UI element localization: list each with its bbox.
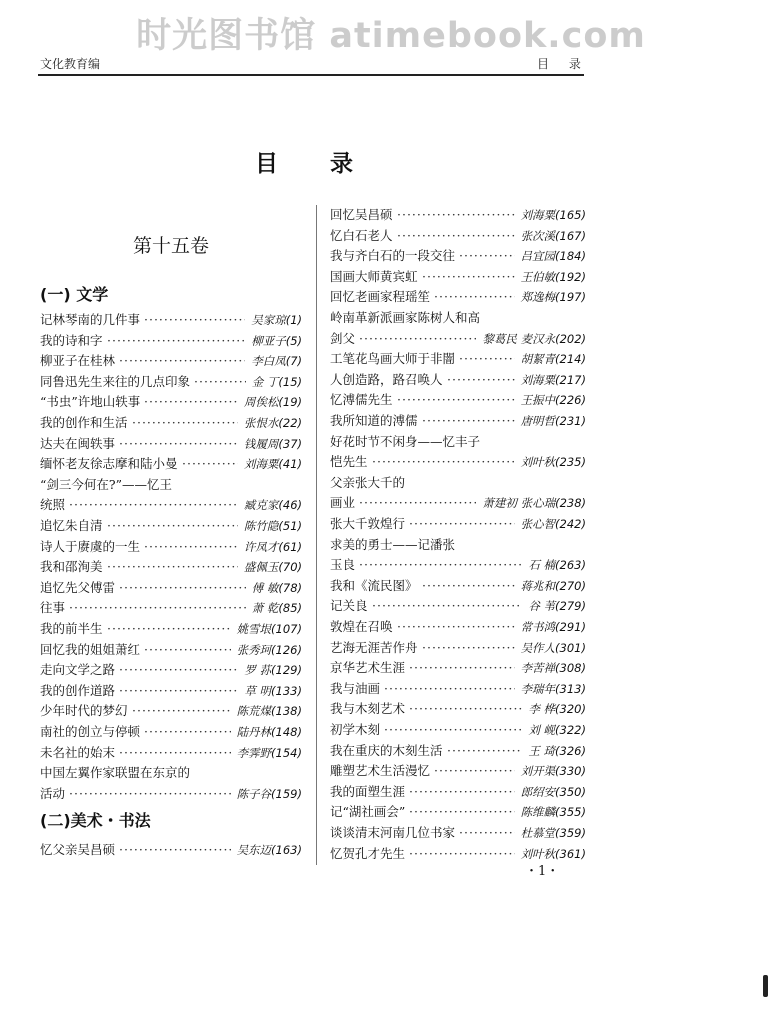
toc-entry-author-page: 草 明(133) [244,683,302,698]
toc-entry-title: 我和邵洵美 [40,559,103,575]
toc-entry-title: 记林琴南的几件事 [40,312,141,327]
dot-leader [182,454,238,474]
page-number: ・1・ [525,864,560,879]
dot-leader [397,617,515,637]
toc-entry-author-page: 吕宜园(184) [520,249,586,264]
toc-entry-author-page: 吴东迈(163) [236,843,302,857]
toc-entry-author-page: 刘海粟(41) [243,457,302,472]
dot-leader [119,660,238,680]
toc-entry-title: 父亲张大千的 [330,474,406,490]
toc-entry-author-page: 傅 敏(78) [251,580,302,595]
dot-leader [107,619,231,639]
toc-entry-title: 缅怀老友徐志摩和陆小曼 [40,456,178,472]
dot-leader [459,349,515,369]
toc-entry-author-page: 张秀珂(126) [236,642,302,657]
running-head-right: 目 录 [537,57,589,71]
toc-entry [330,226,586,246]
toc-entry [330,493,586,513]
dot-leader [447,741,522,761]
dot-leader [409,844,515,864]
toc-entry-title: 回忆我的姐姐萧红 [40,641,141,657]
toc-entry [40,660,302,680]
toc-entry-author-page: 陈竹隐(51) [243,519,302,533]
running-head-left: 文化教育编 [40,57,101,71]
toc-entry-author-page: 姚雪垠(107) [236,622,302,636]
dot-leader [359,493,476,513]
toc-entry [40,701,302,721]
toc-entry-author-page: 王振中(226) [520,393,586,408]
dot-leader [194,372,246,392]
toc-entry-title: 我的前半生 [40,621,103,636]
toc-entry-title: 谈谈清末河南几位书家 [330,825,456,840]
toc-entry-author-page: 陈子谷(159) [236,786,302,801]
toc-entry [330,370,586,390]
toc-entry-author-page: 李 桦(320) [528,702,586,717]
toc-entry-title: 忆溥儒先生 [330,392,393,408]
toc-entry-title: 柳亚子在桂林 [40,353,116,369]
dot-leader [69,495,238,515]
toc-entry [330,349,586,369]
toc-entry [330,473,586,493]
dot-leader [459,246,515,266]
dot-leader [132,413,238,433]
dot-leader [372,452,515,472]
toc-entry-title: 我与齐白石的一段交往 [330,248,456,264]
section-heading-arts: (二)美术・书法 [40,811,151,830]
toc-entry-title: 我和《流民图》 [330,577,418,593]
toc-entry-title: 国画大师黄宾虹 [330,268,418,284]
toc-entry [40,640,302,660]
toc-entry-author-page: 黎葛民 麦汉永(202) [482,331,586,346]
toc-entry-author-page: 陈荒煤(138) [236,704,302,719]
toc-entry-title: 我的创作和生活 [40,415,128,430]
toc-entry-title: 玉良 [330,557,356,573]
toc-entry [40,681,302,701]
toc-entry-author-page: 郑逸梅(197) [520,290,586,305]
toc-entry [330,390,586,410]
toc-entry-author-page: 周俟松(19) [243,395,302,410]
dot-leader [132,701,231,721]
toc-entry [40,495,302,515]
toc-entry-title: 少年时代的梦幻 [40,703,128,719]
toc-entry-author-page: 吴作人(301) [520,640,586,655]
toc-entry [40,784,302,804]
toc-entry-title: 未名社的始末 [40,744,116,760]
dot-leader [384,679,515,699]
dot-leader [144,392,238,412]
toc-entry [40,310,302,330]
page-title: 目 录 [254,150,375,177]
toc-entry [330,576,586,596]
dot-leader [397,390,515,410]
toc-entry [40,722,302,742]
toc-entry [330,823,586,843]
toc-entry-title: 我在重庆的木刻生活 [330,742,443,758]
toc-entry [330,699,586,719]
section-heading-literature: (一) 文学 [40,285,109,304]
dot-leader [119,578,246,598]
toc-entry [40,840,302,860]
dot-leader [144,310,245,330]
dot-leader [144,537,238,557]
toc-entry [330,329,586,349]
toc-entry-title: 记“湖社画会” [330,804,406,820]
dot-leader [107,557,238,577]
toc-entry-title: 往事 [40,600,66,616]
toc-entry [330,514,586,534]
toc-entry [40,351,302,371]
toc-entry [330,658,586,678]
dot-leader [434,761,515,781]
toc-entry-title: 岭南革新派画家陈树人和高 [330,310,481,325]
dot-leader [422,638,515,658]
toc-entry-author-page: 刘 岘(322) [528,723,586,737]
dot-leader [397,226,515,246]
toc-entry-title: 恺先生 [330,454,368,470]
toc-entry-author-page: 张恨水(22) [243,416,302,430]
toc-entry [40,516,302,536]
dot-leader [359,329,476,349]
toc-entry-author-page: 李苦禅(308) [520,661,586,676]
toc-entry-title: 中国左翼作家联盟在东京的 [40,765,191,781]
watermark: 时光图书馆 atimebook.com [136,16,646,56]
toc-entry-title: 达夫在闽轶事 [40,435,116,451]
dot-leader [107,331,245,351]
toc-entry-title: 回忆老画家程瑶笙 [330,289,431,305]
toc-entry-author-page: 唐明哲(231) [520,414,586,428]
toc-entry-title: “剑三今何在?”——忆王 [40,476,172,492]
dot-leader [119,681,238,701]
dot-leader [409,782,515,802]
toc-entry-author-page: 钱履周(37) [243,436,302,451]
dot-leader [409,658,515,678]
toc-entry-title: 我的面塑生涯 [330,783,406,799]
toc-entry-title: 敦煌在召唤 [330,619,393,634]
margin-mark [763,975,768,997]
toc-entry-author-page: 柳亚子(5) [251,333,302,348]
dot-leader [409,514,515,534]
toc-entry [40,763,302,783]
toc-entry-author-page: 陆丹林(148) [236,725,302,739]
toc-entry-author-page: 许凤才(61) [243,539,302,554]
toc-entry-author-page: 刘海粟(217) [520,372,586,387]
toc-entry [40,619,302,639]
toc-entry [330,617,586,637]
dot-leader [447,370,515,390]
dot-leader [422,411,515,431]
toc-entry [330,782,586,802]
toc-entry-author-page: 刘开渠(330) [520,764,586,779]
toc-entry [330,761,586,781]
toc-entry-author-page: 罗 荪(129) [244,663,302,678]
toc-entry [330,432,586,452]
toc-entry-author-page: 王 琦(326) [528,743,586,758]
toc-entry-title: 同鲁迅先生来往的几点印象 [40,373,191,389]
toc-entry-author-page: 杜慕堂(359) [520,826,586,840]
dot-leader [144,722,231,742]
dot-leader [422,267,515,287]
dot-leader [459,823,515,843]
toc-entry-author-page: 陈维麟(355) [520,805,586,820]
dot-leader [359,555,522,575]
toc-entry-title: 追忆先父傅雷 [40,579,116,595]
toc-entry-author-page: 盛佩玉(70) [243,560,302,575]
toc-entry-title: 忆白石老人 [330,227,393,243]
toc-entry-title: 张大千敦煌行 [330,516,406,531]
dot-leader [409,802,515,822]
toc-entry-title: 画业 [330,495,356,511]
toc-entry-title: 艺海无涯苦作舟 [330,639,418,655]
toc-entry-title: 统照 [40,497,66,513]
toc-entry-author-page: 萧建初 张心瑞(238) [482,496,586,511]
toc-entry-title: 追忆朱自清 [40,518,103,533]
toc-entry-author-page: 王伯敏(192) [520,269,586,284]
toc-entry [330,287,586,307]
toc-entry [330,802,586,822]
dot-leader [119,351,245,371]
toc-entry [330,246,586,266]
toc-entry [40,578,302,598]
toc-entry [40,434,302,454]
column-divider [316,205,317,865]
dot-leader [69,598,246,618]
toc-entry [330,720,586,740]
toc-entry-author-page: 金 丁(15) [251,374,302,389]
toc-entry [330,596,586,616]
dot-leader [119,434,238,454]
toc-entry-author-page: 李瑞年(313) [520,681,586,696]
toc-entry-title: 南社的创立与停顿 [40,724,141,739]
toc-entry-title: 我所知道的溥儒 [330,413,418,428]
toc-entry-title: 忆贺孔才先生 [330,845,406,861]
dot-leader [119,840,231,860]
toc-entry-author-page: 张次溪(167) [520,228,586,243]
toc-entry [330,555,586,575]
toc-entry-author-page: 谷 苇(279) [528,599,586,614]
toc-entry [40,392,302,412]
toc-entry-author-page: 石 楠(263) [528,558,586,573]
toc-entry-author-page: 蒋兆和(270) [520,578,586,593]
toc-entry [330,205,586,225]
dot-leader [372,596,522,616]
toc-entry-title: 剑父 [330,330,356,346]
toc-entry-author-page: 胡絜青(214) [520,352,586,367]
toc-entry [40,743,302,763]
volume-heading: 第十五卷 [132,235,209,257]
toc-entry-title: 雕塑艺术生活漫忆 [330,763,431,779]
header-rule [38,74,584,76]
toc-entry [330,741,586,761]
toc-entry [330,638,586,658]
toc-entry [40,475,302,495]
toc-entry-author-page: 郎绍安(350) [520,784,586,799]
dot-leader [397,205,515,225]
toc-entry-title: 走向文学之路 [40,662,116,678]
toc-entry-author-page: 李白凤(7) [251,354,302,369]
toc-entry-title: 我与木刻艺术 [330,701,406,717]
toc-entry [330,679,586,699]
toc-entry-author-page: 张心智(242) [520,517,586,531]
toc-entry [40,557,302,577]
toc-entry-title: “书虫”许地山轶事 [40,394,141,410]
toc-entry-title: 活动 [40,785,66,801]
toc-entry-title: 忆父亲吴昌硕 [40,842,116,857]
toc-entry-title: 诗人于赓虞的一生 [40,538,141,554]
toc-entry-title: 人创造路，路召唤人 [330,371,443,387]
toc-entry [40,372,302,392]
toc-entry-author-page: 刘叶秋(361) [520,846,586,861]
toc-entry-title: 我与油画 [330,680,381,696]
toc-entry-author-page: 李霁野(154) [236,745,302,760]
dot-leader [409,699,522,719]
toc-entry [40,537,302,557]
dot-leader [422,576,515,596]
toc-entry [40,598,302,618]
dot-leader [384,720,522,740]
toc-entry [330,535,586,555]
toc-entry-title: 京华艺术生涯 [330,660,406,676]
toc-entry-author-page: 常书鸿(291) [520,620,586,634]
toc-entry-title: 初学木刻 [330,722,381,737]
dot-leader [107,516,238,536]
toc-entry-author-page: 刘海粟(165) [520,208,586,222]
toc-entry [330,267,586,287]
toc-entry [330,411,586,431]
toc-entry [40,413,302,433]
toc-entry-title: 记关良 [330,598,368,614]
toc-entry [330,308,586,328]
toc-entry [330,452,586,472]
toc-entry-title: 我的诗和字 [40,332,103,348]
toc-entry-title: 好花时节不闲身——忆丰子 [330,433,481,449]
toc-entry-title: 我的创作道路 [40,682,116,698]
toc-entry-author-page: 萧 乾(85) [251,601,302,616]
toc-entry-title: 回忆吴昌硕 [330,207,393,222]
dot-leader [434,287,515,307]
toc-entry-title: 工笔花鸟画大师于非闇 [330,351,456,367]
dot-leader [144,640,231,660]
toc-entry-title: 求美的勇士——记潘张 [330,536,456,552]
toc-entry-author-page: 刘叶秋(235) [520,455,586,470]
toc-entry-author-page: 臧克家(46) [243,498,302,513]
dot-leader [119,743,231,763]
toc-entry [40,454,302,474]
toc-entry-author-page: 吴家琼(1) [251,313,302,327]
toc-entry [40,331,302,351]
dot-leader [69,784,231,804]
